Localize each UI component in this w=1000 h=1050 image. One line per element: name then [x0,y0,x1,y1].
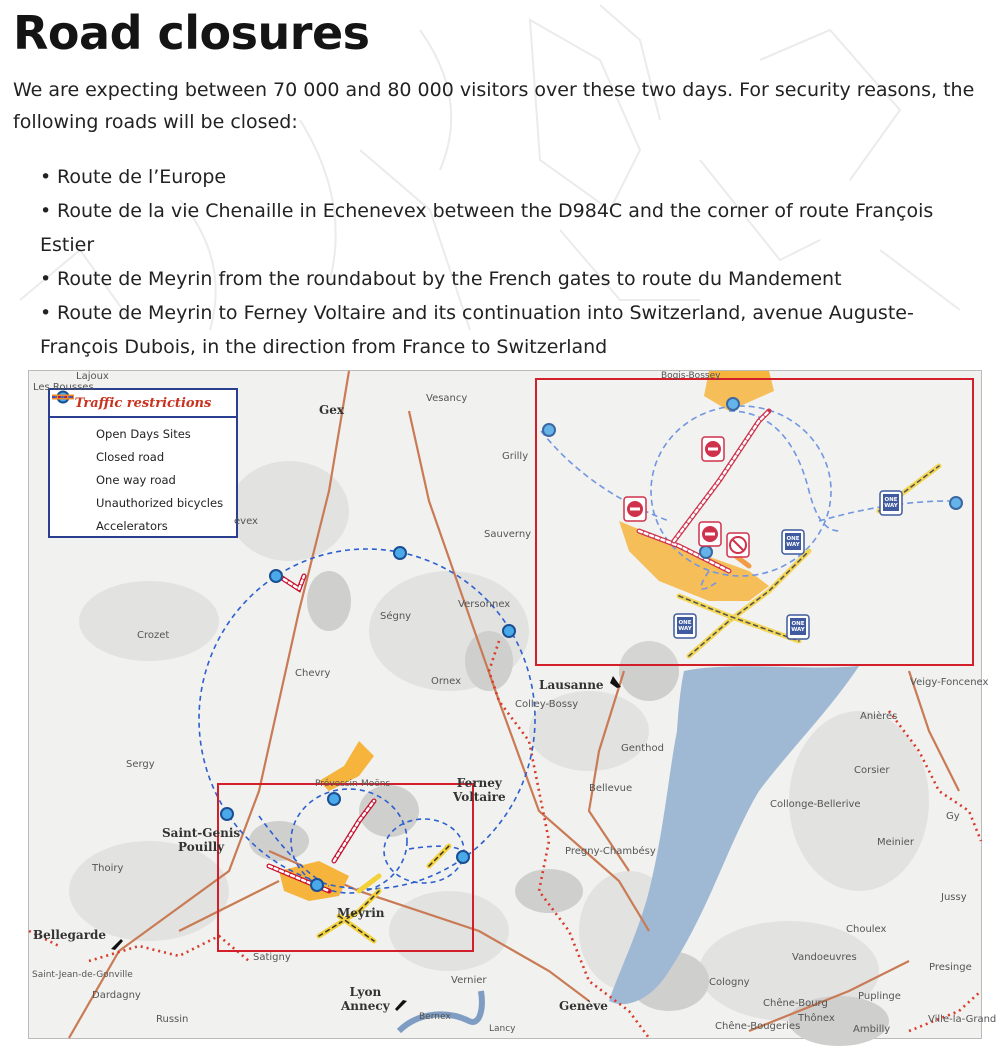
list-item [13,160,973,194]
city-label: Genève [559,999,608,1013]
place-label: Thônex [798,1013,835,1024]
place-label: Grilly [502,451,529,462]
legend-item [50,514,236,537]
one-way-text: ONE [786,536,800,542]
one-way-text: ONE [884,497,898,503]
one-way-text: WAY [791,627,805,633]
city-label: Gex [319,403,345,417]
list-item [13,194,973,262]
legend-label: Open Days Sites [96,426,191,441]
place-label: Lajoux [76,371,109,382]
closure-text: Route de la vie Chenaille in Echenevex between the D984C and the corner of route François Estier [40,200,934,256]
place-label: Satigny [253,952,291,963]
place-label: Choulex [846,924,887,935]
place-label: Cologny [709,977,750,988]
place-label: Meinier [877,837,914,848]
city-label: Lausanne [539,678,604,692]
place-label: Chêne-Bougeries [715,1021,801,1032]
place-label: Vesancy [426,393,468,404]
city-label: Bellegarde [33,928,107,942]
place-label: Crozet [137,630,170,641]
city-label: Ferney Voltaire [453,776,506,804]
legend-label: Unauthorized bicycles [96,495,224,510]
place-label: Pregny-Chambésy [565,846,656,857]
legend-title: Traffic restrictions [50,390,236,418]
place-label: Jussy [941,892,967,903]
place-label: Thoiry [92,863,124,874]
list-item [13,296,973,364]
city-label: Lyon Annecy [341,985,390,1013]
place-label: Chevry [295,668,331,679]
closure-text: Route de Meyrin from the roundabout by the French gates to route du Mandement [57,268,842,290]
traffic-restrictions-map [28,370,997,1039]
place-label: Puplinge [858,991,901,1002]
closed-roads-list [13,160,973,364]
place-label: Ornex [431,676,462,687]
place-label: Saint-Jean-de-Gonville [32,970,133,980]
place-label: Corsier [854,765,890,776]
place-label: Prévessin-Moëns [315,779,391,789]
legend-label: Closed road [96,449,165,464]
one-way-text: WAY [884,503,898,509]
place-label: Versonnex [458,599,511,610]
place-label: Vandoeuvres [792,952,857,963]
one-way-text: WAY [678,626,692,632]
place-label: Ségny [380,611,412,622]
place-label: Gy [946,811,960,822]
place-label: Sergy [126,759,155,770]
legend-item [50,422,236,445]
place-label: Les Rousses [33,382,94,393]
place-label: Bernex [419,1012,451,1022]
place-label: Colley-Bossy [515,699,579,710]
intro-paragraph: We are expecting between 70 000 and 80 000 visitors over these two days. For security reasons, the following roads will be closed: [13,79,975,133]
bullet: • [40,268,52,290]
closure-text: Route de Meyrin to Ferney Voltaire and its continuation into Switzerland, avenue Auguste-François Dubois, in the direction from France to Switzerland [40,302,914,358]
legend-item [50,445,236,468]
place-label: Anières [860,711,898,722]
legend-item [50,468,236,491]
bullet: • [40,200,52,222]
place-label: Bogis-Bossey [661,371,721,381]
closure-text: Route de l’Europe [57,166,227,188]
place-label: Vernier [451,975,487,986]
place-label: Ville-la-Grand [928,1014,997,1025]
city-label: Saint-Genis Pouilly [162,826,241,854]
place-label: Chêne-Bourg [763,998,828,1009]
inset-map-frame [536,379,973,665]
page-title: Road closures [13,6,370,60]
place-label: Lancy [489,1024,516,1034]
bullet: • [40,166,52,188]
place-label: Ambilly [853,1024,891,1035]
list-item [13,262,973,296]
legend-item [50,491,236,514]
one-way-text: WAY [786,542,800,548]
map-legend [48,388,238,538]
place-label: evex [234,516,258,527]
one-way-text: ONE [791,621,805,627]
legend-label: One way road [96,472,176,487]
city-label: Meyrin [337,906,385,920]
place-label: Sauverny [484,529,532,540]
place-label: Bellevue [589,783,633,794]
place-label: Presinge [929,962,972,973]
place-label: Dardagny [92,990,141,1001]
place-label: Veigy-Foncenex [910,677,989,688]
bullet: • [40,302,52,324]
place-label: Russin [156,1014,189,1025]
legend-label: Accelerators [96,518,168,533]
place-label: Genthod [621,743,664,754]
place-label: Collonge-Bellerive [770,799,861,810]
one-way-text: ONE [678,620,692,626]
